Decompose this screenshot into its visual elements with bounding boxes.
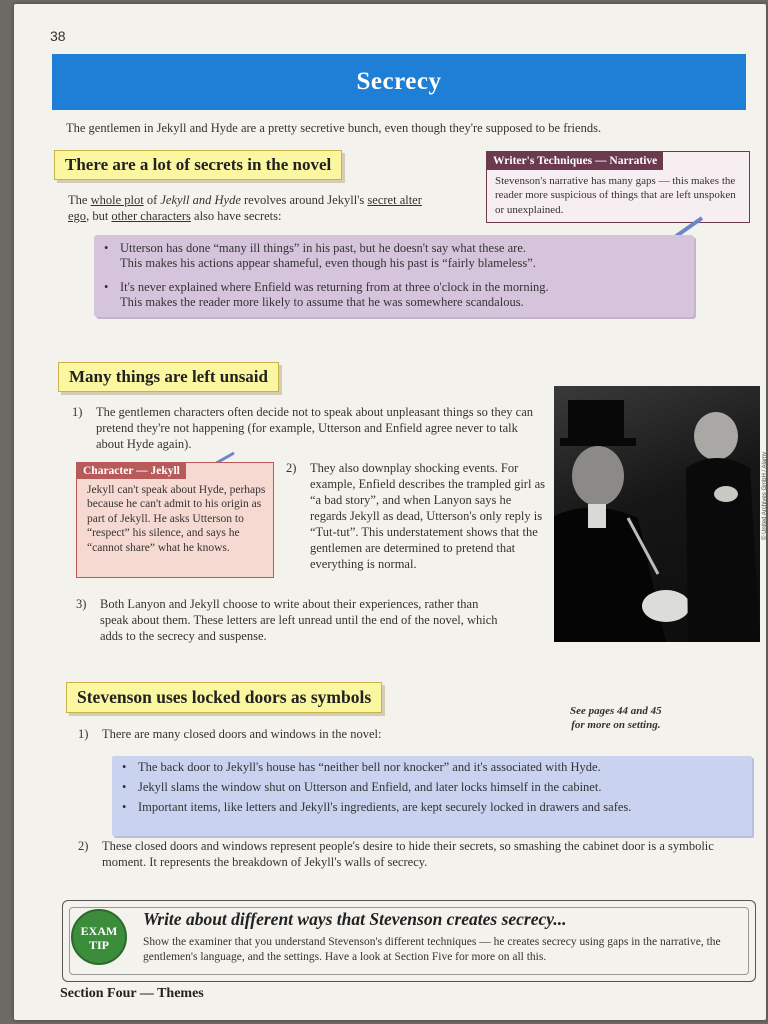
list-item: • Jekyll slams the window shut on Utterson and Enfield, and later locks himself in the cabinet. xyxy=(112,780,752,795)
list-item xyxy=(94,280,694,310)
unsaid-point-2: They also downplay shocking events. For example, Enfield describes the trampled girl as “a bad story”, and when Lanyon says he regards Jekyll as dead, Utterson's only reply is “Tut-tut”. This understatement shows that the gentlemen are determined to pretend that everything is normal. xyxy=(310,461,545,571)
text-fragment: also have secrets: xyxy=(190,209,282,223)
writers-technique-title: Writer's Techniques — Narrative xyxy=(487,152,663,170)
point-number: 2) xyxy=(286,461,297,475)
exam-tip-title: Write about different ways that Stevenson creates secrecy... xyxy=(143,909,567,929)
section-heading-secrets: There are a lot of secrets in the novel xyxy=(54,150,342,180)
doors-point-1: There are many closed doors and windows in the novel: xyxy=(102,727,382,741)
point-number: 2) xyxy=(78,839,89,853)
exam-tip-box xyxy=(62,900,756,982)
see-pages-line: See pages 44 and 45 xyxy=(570,705,662,717)
bullet-line: • It's never explained where Enfield was returning from at three o'clock in the morning. xyxy=(120,280,549,294)
bullet-line: • Utterson has done “many ill things” in his past, but he doesn't say what these are. xyxy=(120,241,526,255)
page-footer: Section Four — Themes xyxy=(60,986,204,1001)
photo-figures-illustration xyxy=(554,386,760,642)
section-heading-doors: Stevenson uses locked doors as symbols xyxy=(66,682,382,713)
list-item xyxy=(94,241,694,271)
text-fragment: of xyxy=(143,193,161,207)
doors-point-2: These closed doors and windows represent people's desire to hide their secrets, so smashing the cabinet door is a symbolic moment. It represents the breakdown of Jekyll's walls of secrecy. xyxy=(102,839,714,869)
section1-text xyxy=(68,192,428,224)
character-box-text: Jekyll can't speak about Hyde, perhaps because he can't admit to his origin as part of Jekyll. He asks Utterson to “respect” his silence, and says he “cannot share” what he knows. xyxy=(87,484,266,554)
point-number: 3) xyxy=(76,597,87,611)
point-number: 1) xyxy=(78,727,89,741)
badge-line: EXAM xyxy=(80,924,118,938)
section-heading-unsaid: Many things are left unsaid xyxy=(58,362,279,392)
underlined-term: whole plot xyxy=(90,193,144,207)
badge-line: TIP xyxy=(88,938,109,953)
point-number: 1) xyxy=(72,405,83,419)
unsaid-point-3: Both Lanyon and Jekyll choose to write about their experiences, rather than speak about them. These letters are left unread until the end of the novel, which adds to the secrecy and suspense. xyxy=(100,597,498,643)
textbook-page xyxy=(14,4,766,1020)
character-jekyll-box xyxy=(76,462,274,578)
doors-bullet-box xyxy=(112,756,752,836)
film-still-photo xyxy=(554,386,760,642)
see-pages-note xyxy=(570,704,662,733)
bullet-line: This makes his actions appear shameful, even though his past is “fairly blameless”. xyxy=(120,256,536,270)
text-fragment: , but xyxy=(86,209,112,223)
text-fragment: revolves around Jekyll's xyxy=(240,193,368,207)
page-title: Secrecy xyxy=(52,54,746,110)
text-fragment: The xyxy=(68,193,91,207)
list-item: • Important items, like letters and Jekyll's ingredients, are kept securely locked in drawers and safes. xyxy=(112,800,752,815)
exam-tip-badge xyxy=(71,909,127,965)
bullet-line: This makes the reader more likely to assume that he was somewhere scandalous. xyxy=(120,295,524,309)
book-title: Jekyll and Hyde xyxy=(160,193,241,207)
secrets-bullet-box xyxy=(94,235,694,317)
page-number: 38 xyxy=(50,28,66,44)
see-pages-line: for more on setting. xyxy=(571,719,661,732)
unsaid-point-1: The gentlemen characters often decide not to speak about unpleasant things so they can pretend they're not happening (for example, Utterson and Enfield agree never to talk about Hyde again). xyxy=(96,405,533,451)
underlined-term: other characters xyxy=(111,209,191,223)
writers-technique-text: Stevenson's narrative has many gaps — this makes the reader more suspicious of things that are left unspoken or unexplained. xyxy=(495,175,736,216)
exam-tip-text: Show the examiner that you understand Stevenson's different techniques — he creates secrecy using gaps in the narrative, the gentlemen's language, and the settings. Have a look at Section Five for more on all this. xyxy=(143,936,721,963)
intro-text: The gentlemen in Jekyll and Hyde are a pretty secretive bunch, even though they're supposed to be friends. xyxy=(66,121,602,135)
character-box-title: Character — Jekyll xyxy=(77,463,186,479)
list-item: • The back door to Jekyll's house has “neither bell nor knocker” and it's associated with Hyde. xyxy=(112,760,752,775)
photo-credit: © United Archives GmbH / Alamy xyxy=(762,451,768,540)
writers-technique-box xyxy=(486,151,750,223)
underlined-term: secret alter ego xyxy=(68,193,422,223)
